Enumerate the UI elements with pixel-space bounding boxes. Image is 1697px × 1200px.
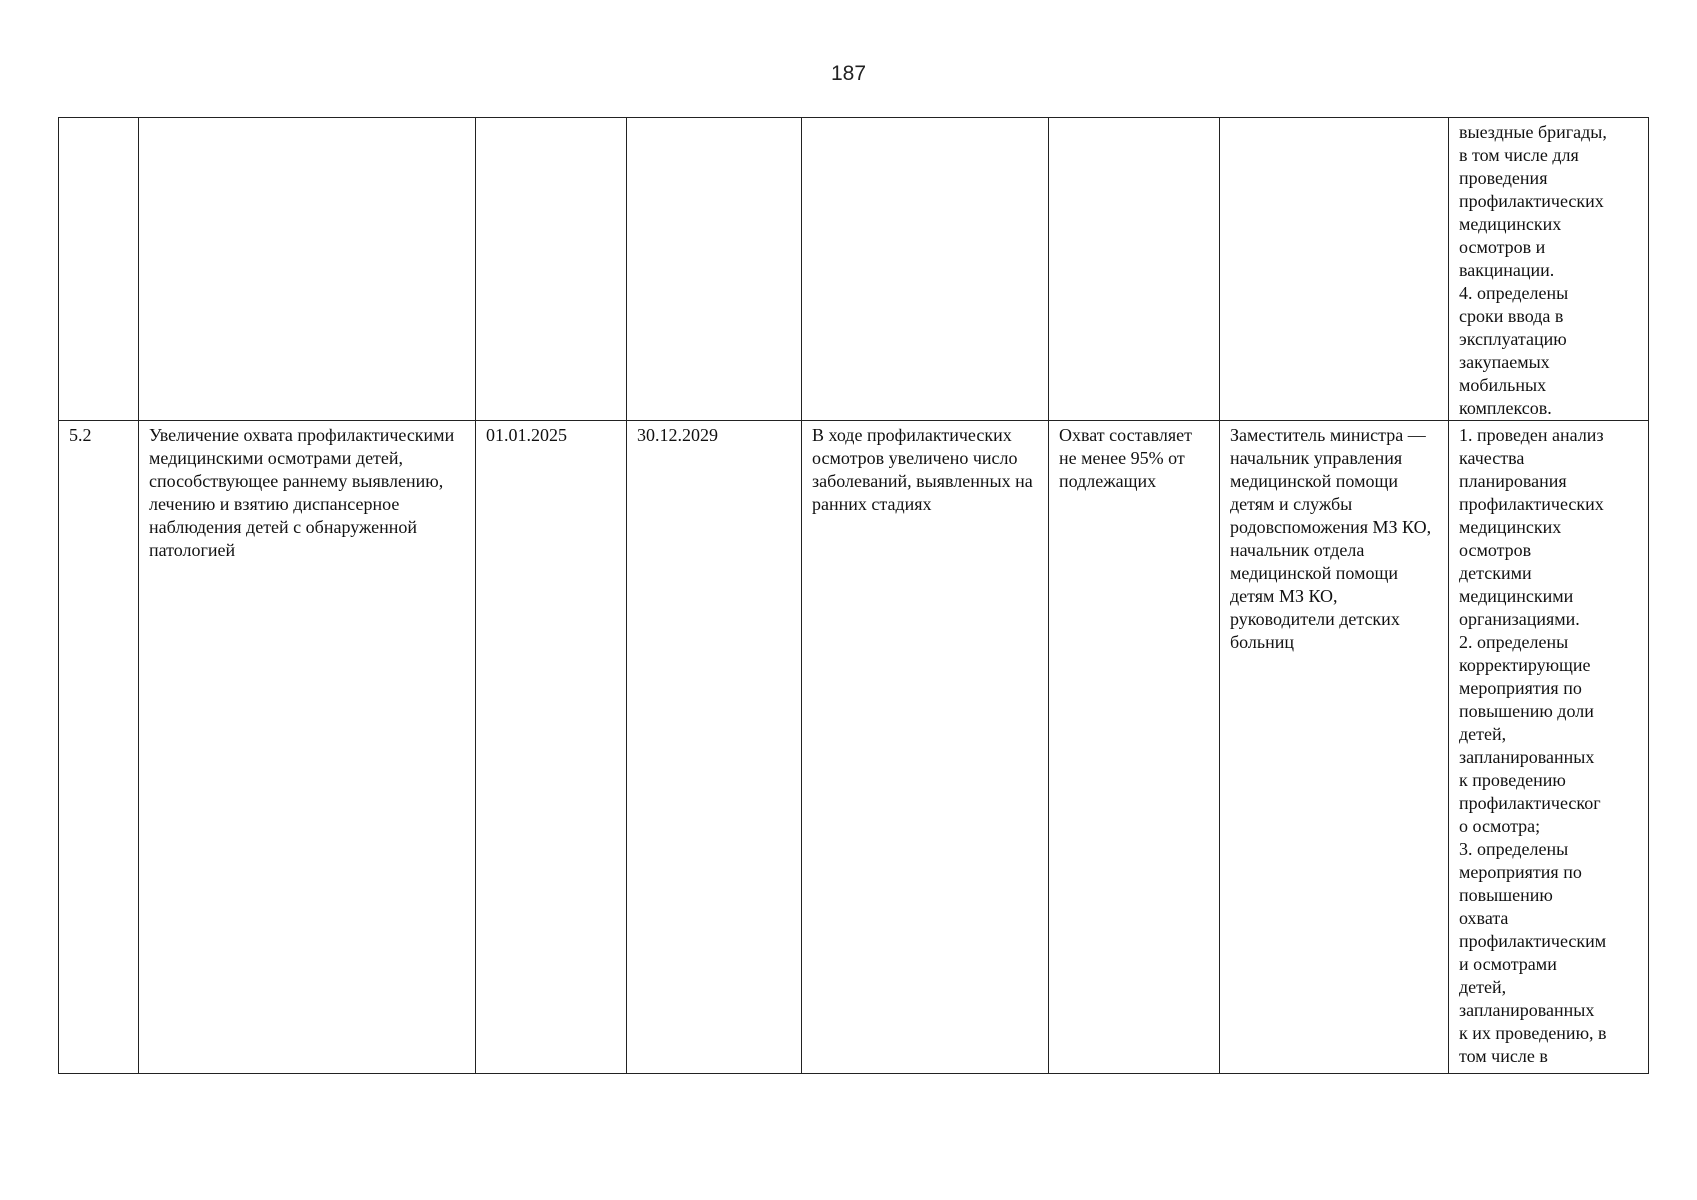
row-number-cell bbox=[59, 118, 139, 421]
result-cell: В ходе профилактических осмотров увеличено число заболеваний, выявленных на ранних стадиях bbox=[802, 421, 1049, 1074]
control-line: осмотров и bbox=[1459, 237, 1546, 257]
control-line: запланированных bbox=[1459, 747, 1595, 767]
control-line: о осмотра; bbox=[1459, 816, 1541, 836]
measure-cell: Увеличение охвата профилактическими медицинскими осмотрами детей, способствующее раннему выявлению, лечению и взятию диспансерное наблюдения детей с обнаруженной патологией bbox=[139, 421, 476, 1074]
measure-cell bbox=[139, 118, 476, 421]
measures-table bbox=[58, 117, 1649, 1074]
control-line: 1. проведен анализ bbox=[1459, 425, 1604, 445]
control-line: 3. определены bbox=[1459, 839, 1569, 859]
control-line: детей, bbox=[1459, 977, 1507, 997]
control-line: мероприятия по bbox=[1459, 678, 1582, 698]
control-line: охвата bbox=[1459, 908, 1509, 928]
indicator-cell: Охват составляет не менее 95% от подлежащих bbox=[1049, 421, 1220, 1074]
control-line: эксплуатацию bbox=[1459, 329, 1567, 349]
control-cell bbox=[1449, 421, 1649, 1074]
start-date-cell: 01.01.2025 bbox=[476, 421, 627, 1074]
control-line: к проведению bbox=[1459, 770, 1566, 790]
end-date-cell bbox=[627, 118, 802, 421]
control-line: организациями. bbox=[1459, 609, 1580, 629]
control-line: качества bbox=[1459, 448, 1525, 468]
row-number-cell: 5.2 bbox=[59, 421, 139, 1074]
control-line: запланированных bbox=[1459, 1000, 1595, 1020]
control-line: медицинскими bbox=[1459, 586, 1574, 606]
control-line: медицинских bbox=[1459, 214, 1562, 234]
control-line: планирования bbox=[1459, 471, 1567, 491]
control-line: профилактическим bbox=[1459, 931, 1607, 951]
indicator-cell bbox=[1049, 118, 1220, 421]
control-line: мобильных bbox=[1459, 375, 1547, 395]
control-line: в том числе для bbox=[1459, 145, 1579, 165]
control-line: к их проведению, в bbox=[1459, 1023, 1607, 1043]
control-line: проведения bbox=[1459, 168, 1548, 188]
control-line: профилактических bbox=[1459, 494, 1604, 514]
end-date-cell: 30.12.2029 bbox=[627, 421, 802, 1074]
control-lines bbox=[1459, 121, 1638, 420]
control-line: детскими bbox=[1459, 563, 1532, 583]
control-line: 2. определены bbox=[1459, 632, 1569, 652]
responsible-cell: Заместитель министра — начальник управления медицинской помощи детям и службы родовспоможения МЗ КО, начальник отдела медицинской помощи детям МЗ КО, руководители детских больниц bbox=[1220, 421, 1449, 1074]
control-line: медицинских bbox=[1459, 517, 1562, 537]
control-line: профилактическог bbox=[1459, 793, 1601, 813]
result-cell bbox=[802, 118, 1049, 421]
control-line: корректирующие bbox=[1459, 655, 1591, 675]
control-line: и осмотрами bbox=[1459, 954, 1557, 974]
control-line: том числе в bbox=[1459, 1046, 1548, 1066]
control-line: сроки ввода в bbox=[1459, 306, 1564, 326]
control-lines bbox=[1459, 424, 1638, 1068]
page-number: 187 bbox=[830, 62, 867, 85]
responsible-cell bbox=[1220, 118, 1449, 421]
start-date-cell bbox=[476, 118, 627, 421]
table-row bbox=[59, 421, 1649, 1074]
control-line: комплексов. bbox=[1459, 398, 1552, 418]
control-line: профилактических bbox=[1459, 191, 1604, 211]
control-line: осмотров bbox=[1459, 540, 1532, 560]
control-line: мероприятия по bbox=[1459, 862, 1582, 882]
control-line: выездные бригады, bbox=[1459, 122, 1607, 142]
control-line: закупаемых bbox=[1459, 352, 1550, 372]
table-row bbox=[59, 118, 1649, 421]
control-line: детей, bbox=[1459, 724, 1507, 744]
control-cell bbox=[1449, 118, 1649, 421]
control-line: повышению доли bbox=[1459, 701, 1594, 721]
control-line: повышению bbox=[1459, 885, 1553, 905]
control-line: вакцинации. bbox=[1459, 260, 1555, 280]
control-line: 4. определены bbox=[1459, 283, 1569, 303]
